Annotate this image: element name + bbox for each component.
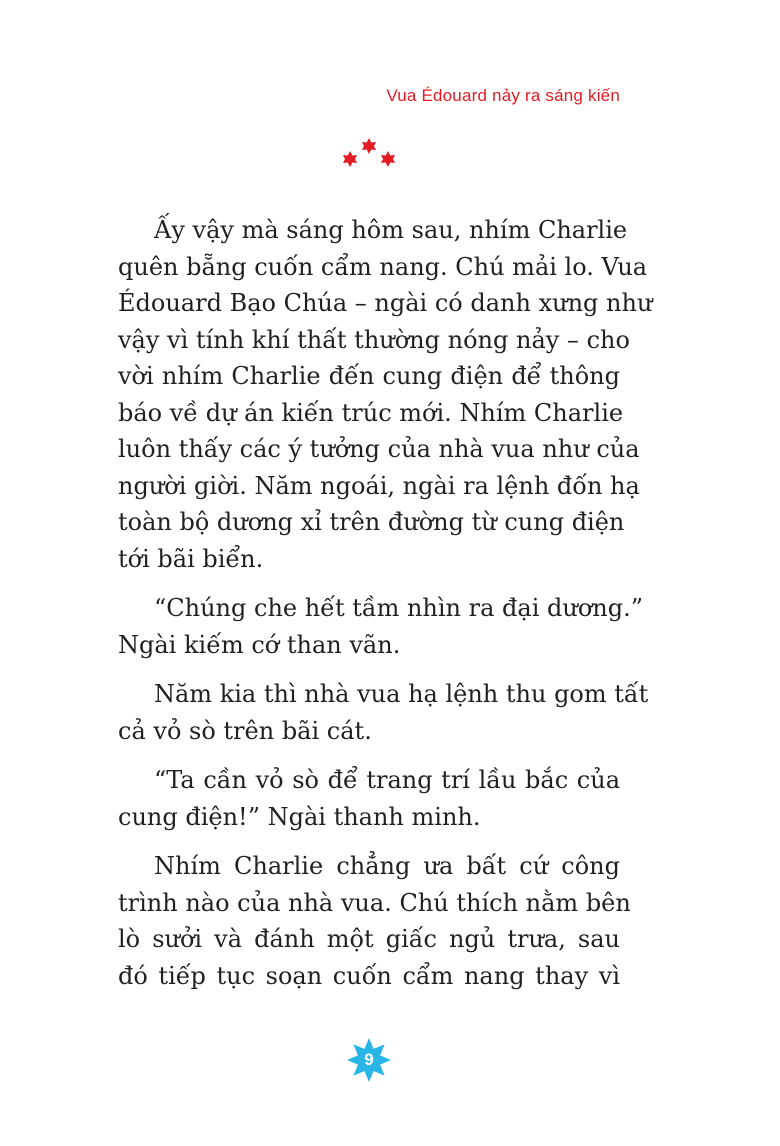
- text-line: người giời. Năm ngoái, ngài ra lệnh đốn hạ: [118, 471, 640, 500]
- page-number: 9: [364, 1050, 374, 1069]
- text-line: Édouard Bạo Chúa – ngài có danh xưng như: [118, 289, 653, 317]
- paragraph: [118, 762, 620, 835]
- text-line: cung điện!” Ngài thanh minh.: [118, 802, 481, 831]
- text-line: Ngài kiếm cớ than vãn.: [118, 630, 401, 659]
- text-line: tới bãi biển.: [118, 544, 264, 573]
- text-line: toàn bộ dương xỉ trên đường từ cung điện: [118, 508, 625, 536]
- text-line: Nhím Charlie chẳng ưa bất cứ công: [154, 852, 620, 880]
- text-line: trình nào của nhà vua. Chú thích nằm bên: [118, 888, 631, 917]
- text-line: Năm kia thì nhà vua hạ lệnh thu gom tất: [154, 680, 649, 708]
- text-line: đó tiếp tục soạn cuốn cẩm nang thay vì: [118, 961, 620, 990]
- chapter-title: Vua Édouard nảy ra sáng kiến: [386, 86, 620, 105]
- paragraph: [118, 848, 631, 994]
- three-red-stars-icon: [338, 136, 400, 172]
- paragraph: [118, 676, 649, 749]
- text-line: “Ta cần vỏ sò để trang trí lầu bắc của: [154, 766, 620, 794]
- text-line: lò sưởi và đánh một giấc ngủ trưa, sau: [118, 925, 620, 953]
- text-line: quên bẵng cuốn cẩm nang. Chú mải lo. Vua: [118, 252, 648, 281]
- text-line: “Chúng che hết tầm nhìn ra đại dương.”: [154, 594, 644, 622]
- star-top-icon: [362, 138, 376, 154]
- star-left-icon: [343, 151, 357, 167]
- star-right-icon: [381, 151, 395, 167]
- text-line: vậy vì tính khí thất thường nóng nảy – cho: [118, 325, 630, 354]
- paragraph: [118, 590, 644, 663]
- text-line: cả vỏ sò trên bãi cát.: [118, 716, 372, 745]
- text-line: vời nhím Charlie đến cung điện để thông: [118, 362, 620, 390]
- story-text: [118, 212, 653, 1007]
- text-line: Ấy vậy mà sáng hôm sau, nhím Charlie: [154, 216, 628, 244]
- text-line: luôn thấy các ý tưởng của nhà vua như của: [118, 435, 640, 463]
- text-line: báo về dự án kiến trúc mới. Nhím Charlie: [118, 398, 624, 427]
- paragraph: [118, 212, 653, 577]
